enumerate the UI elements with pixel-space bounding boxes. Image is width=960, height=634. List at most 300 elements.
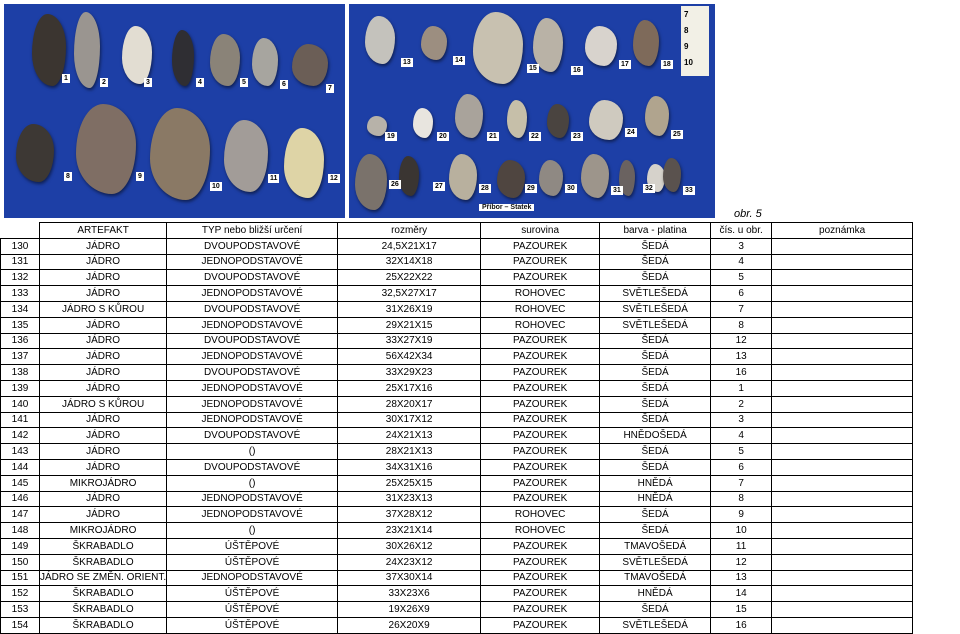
table-row: [1, 412, 913, 428]
cell-artefakt: JÁDRO S KŮROU: [40, 396, 167, 412]
cell-poznamka: [772, 617, 913, 633]
cell-surovina: PAZOUREK: [481, 333, 600, 349]
table-row: [1, 317, 913, 333]
cell-id: 149: [1, 538, 40, 554]
artifact-number-label: 28: [481, 185, 489, 192]
cell-artefakt: JÁDRO: [40, 317, 167, 333]
cell-surovina: PAZOUREK: [481, 270, 600, 286]
header-rozmery: rozměry: [338, 223, 481, 239]
artifact-number-label: 29: [527, 185, 535, 192]
cell-poznamka: [772, 380, 913, 396]
cell-cislo: 6: [711, 286, 772, 302]
artifact-stone: [421, 26, 447, 60]
artifact-number-label: 1: [64, 75, 68, 82]
artifact-stone: [547, 104, 569, 138]
cell-typ: JEDNOPODSTAVOVÉ: [167, 491, 338, 507]
cell-typ: (): [167, 475, 338, 491]
cell-barva: SVĚTLEŠEDÁ: [600, 317, 711, 333]
cell-barva: SVĚTLEŠEDÁ: [600, 554, 711, 570]
cell-rozmery: 30X17X12: [338, 412, 481, 428]
cell-typ: JEDNOPODSTAVOVÉ: [167, 317, 338, 333]
cell-id: 154: [1, 617, 40, 633]
cell-artefakt: ŠKRABADLO: [40, 538, 167, 554]
table-header: [1, 223, 913, 239]
artifact-number-label: 10: [212, 183, 220, 190]
cell-cislo: 5: [711, 444, 772, 460]
artifact-stone: [473, 12, 523, 84]
cell-rozmery: 28X21X13: [338, 444, 481, 460]
cell-barva: SVĚTLEŠEDÁ: [600, 617, 711, 633]
table-header-row: [1, 223, 913, 239]
cell-typ: DVOUPODSTAVOVÉ: [167, 270, 338, 286]
cell-artefakt: JÁDRO: [40, 459, 167, 475]
cell-poznamka: [772, 333, 913, 349]
cell-barva: HNĚDÁ: [600, 586, 711, 602]
ruler-number: 10: [684, 58, 693, 67]
ruler-number: 8: [684, 26, 689, 35]
artifact-photo-left: [4, 4, 345, 218]
artifact-number-label: 32: [645, 185, 653, 192]
cell-surovina: PAZOUREK: [481, 396, 600, 412]
artifact-stone: [172, 30, 194, 86]
cell-poznamka: [772, 396, 913, 412]
cell-artefakt: JÁDRO: [40, 412, 167, 428]
cell-poznamka: [772, 270, 913, 286]
cell-surovina: PAZOUREK: [481, 349, 600, 365]
cell-barva: TMAVOŠEDÁ: [600, 570, 711, 586]
table-body: [1, 238, 913, 633]
table-row: [1, 254, 913, 270]
cell-barva: SVĚTLEŠEDÁ: [600, 286, 711, 302]
artifact-stone: [150, 108, 210, 200]
cell-barva: ŠEDÁ: [600, 396, 711, 412]
cell-poznamka: [772, 317, 913, 333]
artifact-number-label: 20: [439, 133, 447, 140]
cell-barva: ŠEDÁ: [600, 380, 711, 396]
cell-artefakt: JÁDRO SE ZMĚN. ORIENT.: [40, 570, 167, 586]
cell-cislo: 13: [711, 570, 772, 586]
cell-rozmery: 33X29X23: [338, 365, 481, 381]
table-row: [1, 507, 913, 523]
artifact-number-label: 26: [391, 181, 399, 188]
cell-typ: ÚŠTĚPOVÉ: [167, 602, 338, 618]
cell-cislo: 8: [711, 491, 772, 507]
artifact-number-label: 15: [529, 65, 537, 72]
cell-rozmery: 25X17X16: [338, 380, 481, 396]
artifact-stone: [449, 154, 477, 200]
cell-poznamka: [772, 459, 913, 475]
cell-rozmery: 56X42X34: [338, 349, 481, 365]
cell-barva: ŠEDÁ: [600, 523, 711, 539]
cell-cislo: 12: [711, 333, 772, 349]
cell-poznamka: [772, 365, 913, 381]
table-row: [1, 570, 913, 586]
cell-artefakt: JÁDRO: [40, 507, 167, 523]
cell-typ: ÚŠTĚPOVÉ: [167, 586, 338, 602]
cell-cislo: 4: [711, 254, 772, 270]
artifact-stone: [455, 94, 483, 138]
cell-surovina: PAZOUREK: [481, 554, 600, 570]
artifact-stone: [645, 96, 669, 136]
cell-rozmery: 26X20X9: [338, 617, 481, 633]
cell-typ: DVOUPODSTAVOVÉ: [167, 301, 338, 317]
cell-surovina: PAZOUREK: [481, 586, 600, 602]
cell-poznamka: [772, 412, 913, 428]
cell-barva: ŠEDÁ: [600, 507, 711, 523]
cell-surovina: PAZOUREK: [481, 459, 600, 475]
cell-cislo: 6: [711, 459, 772, 475]
table-row: [1, 333, 913, 349]
cell-barva: ŠEDÁ: [600, 412, 711, 428]
cell-barva: HNĚDOŠEDÁ: [600, 428, 711, 444]
artifact-stone: [663, 158, 681, 192]
measuring-ruler: [681, 6, 709, 76]
artifact-number-label: 16: [573, 67, 581, 74]
cell-rozmery: 24X21X13: [338, 428, 481, 444]
cell-typ: JEDNOPODSTAVOVÉ: [167, 286, 338, 302]
artifact-stone: [292, 44, 328, 86]
cell-cislo: 12: [711, 554, 772, 570]
table-row: [1, 459, 913, 475]
artifact-number-label: 23: [573, 133, 581, 140]
cell-typ: JEDNOPODSTAVOVÉ: [167, 570, 338, 586]
artifact-number-label: 30: [567, 185, 575, 192]
cell-barva: ŠEDÁ: [600, 444, 711, 460]
cell-rozmery: 33X27X19: [338, 333, 481, 349]
artifact-number-label: 19: [387, 133, 395, 140]
cell-id: 134: [1, 301, 40, 317]
cell-typ: JEDNOPODSTAVOVÉ: [167, 412, 338, 428]
cell-barva: ŠEDÁ: [600, 365, 711, 381]
cell-rozmery: 23X21X14: [338, 523, 481, 539]
cell-barva: TMAVOŠEDÁ: [600, 538, 711, 554]
cell-surovina: PAZOUREK: [481, 617, 600, 633]
artifact-number-label: 17: [621, 61, 629, 68]
header-poznamka: poznámka: [772, 223, 913, 239]
cell-surovina: PAZOUREK: [481, 444, 600, 460]
artifact-number-label: 21: [489, 133, 497, 140]
cell-poznamka: [772, 349, 913, 365]
artifact-stone: [284, 128, 324, 198]
cell-artefakt: JÁDRO: [40, 365, 167, 381]
artifact-stone: [16, 124, 54, 182]
cell-typ: ÚŠTĚPOVÉ: [167, 538, 338, 554]
artifact-number-label: 6: [282, 81, 286, 88]
cell-id: 135: [1, 317, 40, 333]
cell-cislo: 16: [711, 365, 772, 381]
artifact-stone: [32, 14, 66, 86]
cell-surovina: PAZOUREK: [481, 491, 600, 507]
cell-cislo: 1: [711, 380, 772, 396]
artifact-number-label: 25: [673, 131, 681, 138]
cell-artefakt: MIKROJÁDRO: [40, 475, 167, 491]
cell-rozmery: 25X22X22: [338, 270, 481, 286]
artifact-number-label: 2: [102, 79, 106, 86]
artifact-number-label: 24: [627, 129, 635, 136]
cell-cislo: 14: [711, 586, 772, 602]
cell-poznamka: [772, 475, 913, 491]
cell-id: 138: [1, 365, 40, 381]
cell-rozmery: 25X25X15: [338, 475, 481, 491]
artifact-stone: [585, 26, 617, 66]
cell-surovina: PAZOUREK: [481, 538, 600, 554]
photo-caption: Příbor – Statek: [479, 204, 534, 211]
artifact-stone: [252, 38, 278, 86]
cell-poznamka: [772, 491, 913, 507]
artifact-number-label: 18: [663, 61, 671, 68]
table-row: [1, 554, 913, 570]
artifact-stone: [367, 116, 387, 136]
artifact-stone: [210, 34, 240, 86]
cell-barva: ŠEDÁ: [600, 238, 711, 254]
table-row: [1, 444, 913, 460]
artifact-stone: [507, 100, 527, 138]
artifact-stone: [122, 26, 152, 84]
cell-artefakt: ŠKRABADLO: [40, 554, 167, 570]
artifact-stone: [413, 108, 433, 138]
cell-id: 146: [1, 491, 40, 507]
cell-rozmery: 32X14X18: [338, 254, 481, 270]
artifact-number-label: 4: [198, 79, 202, 86]
cell-typ: JEDNOPODSTAVOVÉ: [167, 380, 338, 396]
cell-barva: ŠEDÁ: [600, 602, 711, 618]
ruler-number: 7: [684, 10, 689, 19]
header-typ: TYP nebo bližší určení: [167, 223, 338, 239]
cell-poznamka: [772, 538, 913, 554]
cell-typ: (): [167, 523, 338, 539]
artifact-number-label: 14: [455, 57, 463, 64]
cell-surovina: PAZOUREK: [481, 254, 600, 270]
cell-poznamka: [772, 301, 913, 317]
cell-artefakt: JÁDRO: [40, 238, 167, 254]
cell-cislo: 7: [711, 475, 772, 491]
artifact-number-label: 33: [685, 187, 693, 194]
table-row: [1, 380, 913, 396]
header-barva: barva - platina: [600, 223, 711, 239]
table-row: [1, 301, 913, 317]
cell-artefakt: ŠKRABADLO: [40, 586, 167, 602]
cell-surovina: PAZOUREK: [481, 412, 600, 428]
artifact-number-label: 3: [146, 79, 150, 86]
cell-cislo: 15: [711, 602, 772, 618]
cell-rozmery: 37X28X12: [338, 507, 481, 523]
cell-typ: DVOUPODSTAVOVÉ: [167, 238, 338, 254]
cell-typ: JEDNOPODSTAVOVÉ: [167, 254, 338, 270]
table-row: [1, 491, 913, 507]
cell-rozmery: 32,5X27X17: [338, 286, 481, 302]
cell-surovina: PAZOUREK: [481, 365, 600, 381]
cell-poznamka: [772, 602, 913, 618]
artifact-stone: [581, 154, 609, 198]
cell-id: 140: [1, 396, 40, 412]
cell-poznamka: [772, 507, 913, 523]
table-row: [1, 365, 913, 381]
cell-id: 131: [1, 254, 40, 270]
cell-id: 133: [1, 286, 40, 302]
cell-id: 142: [1, 428, 40, 444]
cell-poznamka: [772, 286, 913, 302]
cell-typ: JEDNOPODSTAVOVÉ: [167, 396, 338, 412]
ruler-number: 9: [684, 42, 689, 51]
cell-cislo: 9: [711, 507, 772, 523]
cell-artefakt: JÁDRO: [40, 349, 167, 365]
cell-typ: JEDNOPODSTAVOVÉ: [167, 349, 338, 365]
cell-typ: JEDNOPODSTAVOVÉ: [167, 507, 338, 523]
artifact-stone: [539, 160, 563, 196]
cell-surovina: PAZOUREK: [481, 238, 600, 254]
artifact-stone: [74, 12, 100, 88]
cell-rozmery: 28X20X17: [338, 396, 481, 412]
table-row: [1, 538, 913, 554]
artifact-stone: [399, 156, 419, 196]
cell-barva: ŠEDÁ: [600, 270, 711, 286]
cell-artefakt: JÁDRO S KŮROU: [40, 301, 167, 317]
table-row: [1, 349, 913, 365]
artifact-number-label: 31: [613, 187, 621, 194]
cell-barva: HNĚDÁ: [600, 491, 711, 507]
cell-typ: ÚŠTĚPOVÉ: [167, 554, 338, 570]
cell-cislo: 2: [711, 396, 772, 412]
cell-cislo: 11: [711, 538, 772, 554]
cell-id: 147: [1, 507, 40, 523]
cell-rozmery: 30X26X12: [338, 538, 481, 554]
cell-artefakt: MIKROJÁDRO: [40, 523, 167, 539]
cell-poznamka: [772, 523, 913, 539]
cell-artefakt: JÁDRO: [40, 491, 167, 507]
cell-barva: ŠEDÁ: [600, 459, 711, 475]
cell-surovina: ROHOVEC: [481, 317, 600, 333]
cell-rozmery: 31X26X19: [338, 301, 481, 317]
cell-artefakt: JÁDRO: [40, 286, 167, 302]
cell-id: 141: [1, 412, 40, 428]
artifact-number-label: 8: [66, 173, 70, 180]
artifact-number-label: 22: [531, 133, 539, 140]
cell-typ: ÚŠTĚPOVÉ: [167, 617, 338, 633]
cell-rozmery: 24X23X12: [338, 554, 481, 570]
cell-poznamka: [772, 554, 913, 570]
table-row: [1, 586, 913, 602]
cell-cislo: 7: [711, 301, 772, 317]
artifact-stone: [497, 160, 525, 198]
cell-id: 139: [1, 380, 40, 396]
cell-cislo: 3: [711, 412, 772, 428]
cell-id: 145: [1, 475, 40, 491]
table-row: [1, 523, 913, 539]
artifact-stone: [633, 20, 659, 66]
cell-barva: ŠEDÁ: [600, 349, 711, 365]
cell-cislo: 8: [711, 317, 772, 333]
cell-id: 148: [1, 523, 40, 539]
cell-typ: DVOUPODSTAVOVÉ: [167, 333, 338, 349]
cell-surovina: ROHOVEC: [481, 301, 600, 317]
header-cislo: čís. u obr.: [711, 223, 772, 239]
cell-surovina: PAZOUREK: [481, 602, 600, 618]
cell-id: 150: [1, 554, 40, 570]
header-artefakt: ARTEFAKT: [40, 223, 167, 239]
cell-artefakt: ŠKRABADLO: [40, 617, 167, 633]
cell-id: 136: [1, 333, 40, 349]
table-row: [1, 617, 913, 633]
cell-artefakt: JÁDRO: [40, 254, 167, 270]
cell-poznamka: [772, 570, 913, 586]
cell-rozmery: 24,5X21X17: [338, 238, 481, 254]
cell-barva: HNĚDÁ: [600, 475, 711, 491]
header-id: [1, 223, 40, 239]
artifact-stone: [355, 154, 387, 210]
cell-surovina: PAZOUREK: [481, 570, 600, 586]
cell-surovina: ROHOVEC: [481, 507, 600, 523]
cell-artefakt: JÁDRO: [40, 380, 167, 396]
cell-surovina: PAZOUREK: [481, 475, 600, 491]
cell-typ: DVOUPODSTAVOVÉ: [167, 428, 338, 444]
cell-id: 153: [1, 602, 40, 618]
cell-poznamka: [772, 586, 913, 602]
cell-cislo: 5: [711, 270, 772, 286]
cell-id: 143: [1, 444, 40, 460]
table-row: [1, 396, 913, 412]
artifact-number-label: 11: [270, 175, 278, 182]
cell-cislo: 10: [711, 523, 772, 539]
cell-cislo: 13: [711, 349, 772, 365]
header-surovina: surovina: [481, 223, 600, 239]
cell-cislo: 3: [711, 238, 772, 254]
cell-artefakt: JÁDRO: [40, 428, 167, 444]
cell-typ: DVOUPODSTAVOVÉ: [167, 459, 338, 475]
artifact-stone: [224, 120, 268, 192]
cell-poznamka: [772, 444, 913, 460]
cell-surovina: ROHOVEC: [481, 523, 600, 539]
cell-artefakt: JÁDRO: [40, 333, 167, 349]
cell-surovina: PAZOUREK: [481, 380, 600, 396]
cell-cislo: 4: [711, 428, 772, 444]
artifact-number-label: 9: [138, 173, 142, 180]
cell-id: 151: [1, 570, 40, 586]
artifact-number-label: 13: [403, 59, 411, 66]
cell-id: 130: [1, 238, 40, 254]
artifact-number-label: 12: [330, 175, 338, 182]
artifact-number-label: 27: [435, 183, 443, 190]
cell-barva: ŠEDÁ: [600, 333, 711, 349]
artifact-number-label: 7: [328, 85, 332, 92]
cell-id: 144: [1, 459, 40, 475]
artifact-photo-right: [349, 4, 715, 218]
artifact-stone: [365, 16, 395, 64]
artifact-stone: [76, 104, 136, 194]
cell-artefakt: JÁDRO: [40, 270, 167, 286]
cell-rozmery: 29X21X15: [338, 317, 481, 333]
cell-rozmery: 19X26X9: [338, 602, 481, 618]
cell-barva: ŠEDÁ: [600, 254, 711, 270]
cell-id: 132: [1, 270, 40, 286]
cell-id: 152: [1, 586, 40, 602]
cell-rozmery: 34X31X16: [338, 459, 481, 475]
cell-poznamka: [772, 428, 913, 444]
artifact-stone: [589, 100, 623, 140]
table-row: [1, 602, 913, 618]
cell-typ: DVOUPODSTAVOVÉ: [167, 365, 338, 381]
table-row: [1, 475, 913, 491]
cell-barva: SVĚTLEŠEDÁ: [600, 301, 711, 317]
cell-artefakt: JÁDRO: [40, 444, 167, 460]
table-row: [1, 238, 913, 254]
cell-rozmery: 37X30X14: [338, 570, 481, 586]
cell-surovina: ROHOVEC: [481, 286, 600, 302]
cell-poznamka: [772, 238, 913, 254]
cell-cislo: 16: [711, 617, 772, 633]
cell-rozmery: 31X23X13: [338, 491, 481, 507]
cell-poznamka: [772, 254, 913, 270]
artifact-table: [0, 222, 913, 634]
